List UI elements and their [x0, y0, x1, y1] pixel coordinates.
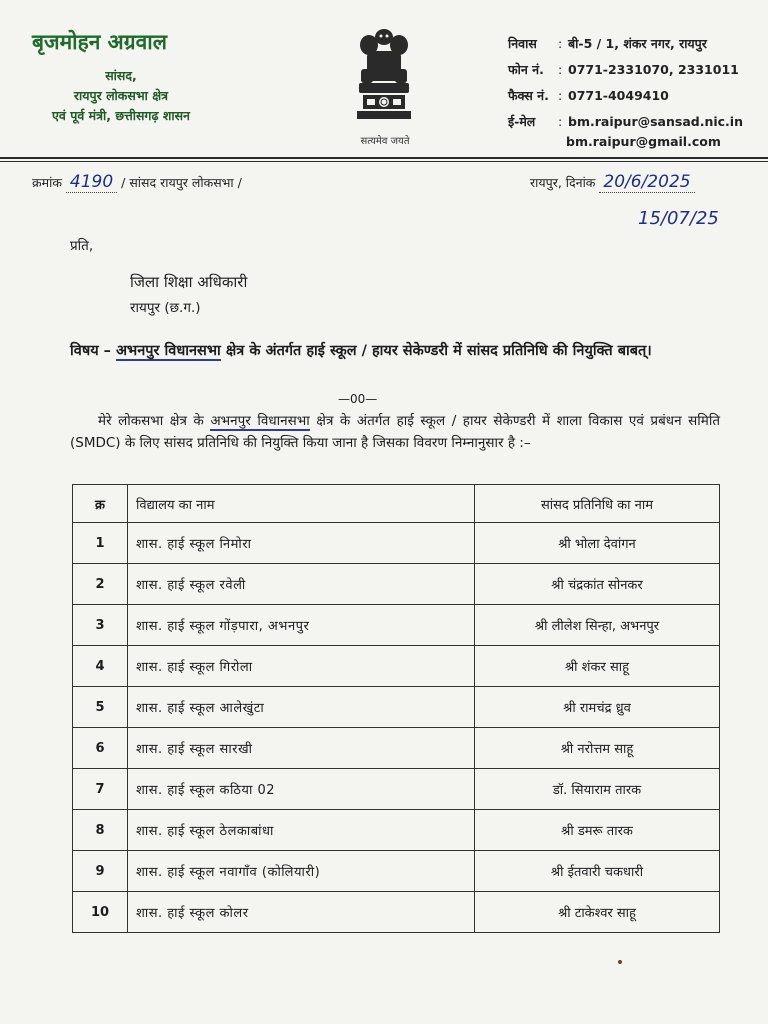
contact-label: निवास — [508, 35, 537, 51]
row-representative: डॉ. सियाराम तारक — [475, 769, 720, 810]
address-recipient: जिला शिक्षा अधिकारी — [130, 273, 248, 291]
lion-capital-icon — [353, 25, 415, 127]
date-label: रायपुर, दिनांक — [530, 175, 596, 190]
row-serial: 2 — [73, 564, 128, 605]
row-serial: 3 — [73, 605, 128, 646]
row-representative: श्री शंकर साहू — [475, 646, 720, 687]
contact-residence: निवास : बी-5 / 1, शंकर नगर, रायपुर — [508, 35, 707, 51]
row-serial: 5 — [73, 687, 128, 728]
table-row — [73, 810, 720, 851]
table-row — [73, 605, 720, 646]
contact-label: फोन नं. — [508, 61, 544, 77]
date-handwritten: 20/6/2025 — [599, 172, 694, 193]
contact-value: 0771-4049410 — [568, 87, 669, 103]
subject-line — [70, 340, 710, 363]
date-second-handwritten: 15/07/25 — [638, 208, 719, 229]
contact-value: bm.raipur@sansad.nic.in — [568, 113, 743, 129]
subject-underlined: अभनपुर विधानसभा — [115, 343, 221, 359]
row-serial: 9 — [73, 851, 128, 892]
row-school: शास. हाई स्कूल कोलर — [128, 892, 475, 933]
contact-label: ई-मेल — [508, 113, 536, 129]
reference-suffix: / सांसद रायपुर लोकसभा / — [121, 175, 242, 190]
reference-prefix: क्रमांक — [32, 175, 62, 190]
letterhead-sender — [26, 28, 216, 126]
reference-number: 4190 — [66, 172, 117, 193]
table-row — [73, 646, 720, 687]
table-row — [73, 892, 720, 933]
col-school: विद्यालय का नाम — [128, 485, 475, 523]
row-representative: श्री लीलेश सिन्हा, अभनपुर — [475, 605, 720, 646]
table-row — [73, 728, 720, 769]
contact-email-secondary: bm.raipur@gmail.com — [566, 134, 721, 149]
address-city: रायपुर (छ.ग.) — [130, 300, 201, 316]
body-paragraph — [70, 410, 720, 454]
row-school: शास. हाई स्कूल रवेली — [128, 564, 475, 605]
col-representative: सांसद प्रतिनिधि का नाम — [475, 485, 720, 523]
col-serial: क्र — [73, 485, 128, 523]
row-serial: 6 — [73, 728, 128, 769]
row-school: शास. हाई स्कूल कठिया 02 — [128, 769, 475, 810]
appointment-table — [72, 484, 720, 933]
table-header-row — [73, 485, 720, 523]
row-school: शास. हाई स्कूल आलेखुंटा — [128, 687, 475, 728]
letterhead-divider-thin — [0, 161, 768, 162]
row-representative: श्री रामचंद्र ध्रुव — [475, 687, 720, 728]
section-divider: —00— — [338, 392, 378, 406]
row-representative: श्री ईतवारी चकधारी — [475, 851, 720, 892]
contact-email: ई-मेल : bm.raipur@sansad.nic.in — [508, 113, 743, 129]
row-representative: श्री नरोत्तम साहू — [475, 728, 720, 769]
sender-title: सांसद, — [105, 68, 137, 83]
row-school: शास. हाई स्कूल ठेलकाबांधा — [128, 810, 475, 851]
row-serial: 10 — [73, 892, 128, 933]
table-row — [73, 769, 720, 810]
row-school: शास. हाई स्कूल नवागाँव (कोलियारी) — [128, 851, 475, 892]
row-serial: 8 — [73, 810, 128, 851]
table-row — [73, 851, 720, 892]
row-representative: श्री चंद्रकांत सोनकर — [475, 564, 720, 605]
letterhead-contacts — [508, 30, 758, 149]
row-school: शास. हाई स्कूल गोंड़पारा, अभनपुर — [128, 605, 475, 646]
para-before: मेरे लोकसभा क्षेत्र के — [98, 413, 204, 429]
table-row — [73, 687, 720, 728]
reference-line — [32, 172, 242, 192]
contact-phone: फोन नं. : 0771-2331070, 2331011 — [508, 61, 739, 77]
sender-name: बृजमोहन अग्रवाल — [32, 30, 167, 54]
subject-text: क्षेत्र के अंतर्गत हाई स्कूल / हायर सेकेण्डरी में सांसद प्रतिनिधि की नियुक्ति बाबत्। — [225, 343, 652, 359]
subject-label: विषय – — [70, 343, 111, 359]
row-serial: 4 — [73, 646, 128, 687]
contact-value: 0771-2331070, 2331011 — [568, 61, 739, 77]
row-school: शास. हाई स्कूल निमोरा — [128, 523, 475, 564]
row-representative: श्री डमरू तारक — [475, 810, 720, 851]
sender-constituency: रायपुर लोकसभा क्षेत्र — [73, 88, 169, 103]
emblem-motto: सत्यमेव जयते — [360, 136, 410, 147]
row-serial: 7 — [73, 769, 128, 810]
contact-value: बी-5 / 1, शंकर नगर, रायपुर — [568, 35, 707, 51]
address-to: प्रति, — [70, 238, 94, 254]
para-after: क्षेत्र के अंतर्गत हाई स्कूल / हायर सेकेण्डरी में शाला विकास एवं प्रबंधन समिति (SMDC) के लिए सांसद प्रतिनिधि की नियुक्ति किया जाना है जिसका विवरण निम्नानुसार है :– — [70, 413, 721, 451]
contact-fax: फैक्स नं. : 0771-4049410 — [508, 87, 669, 103]
row-representative: श्री भोला देवांगन — [475, 523, 720, 564]
table-row — [73, 523, 720, 564]
sender-former-post: एवं पूर्व मंत्री, छत्तीसगढ़ शासन — [52, 108, 190, 123]
national-emblem-icon — [345, 25, 425, 130]
row-representative: श्री टाकेश्वर साहू — [475, 892, 720, 933]
ink-speck — [618, 960, 622, 964]
row-school: शास. हाई स्कूल गिरोला — [128, 646, 475, 687]
table-row — [73, 564, 720, 605]
contact-label: फैक्स नं. — [508, 87, 549, 103]
row-school: शास. हाई स्कूल सारखी — [128, 728, 475, 769]
row-serial: 1 — [73, 523, 128, 564]
para-underlined: अभनपुर विधानसभा — [210, 413, 310, 429]
date-line — [530, 172, 695, 192]
letterhead-divider — [0, 157, 768, 159]
